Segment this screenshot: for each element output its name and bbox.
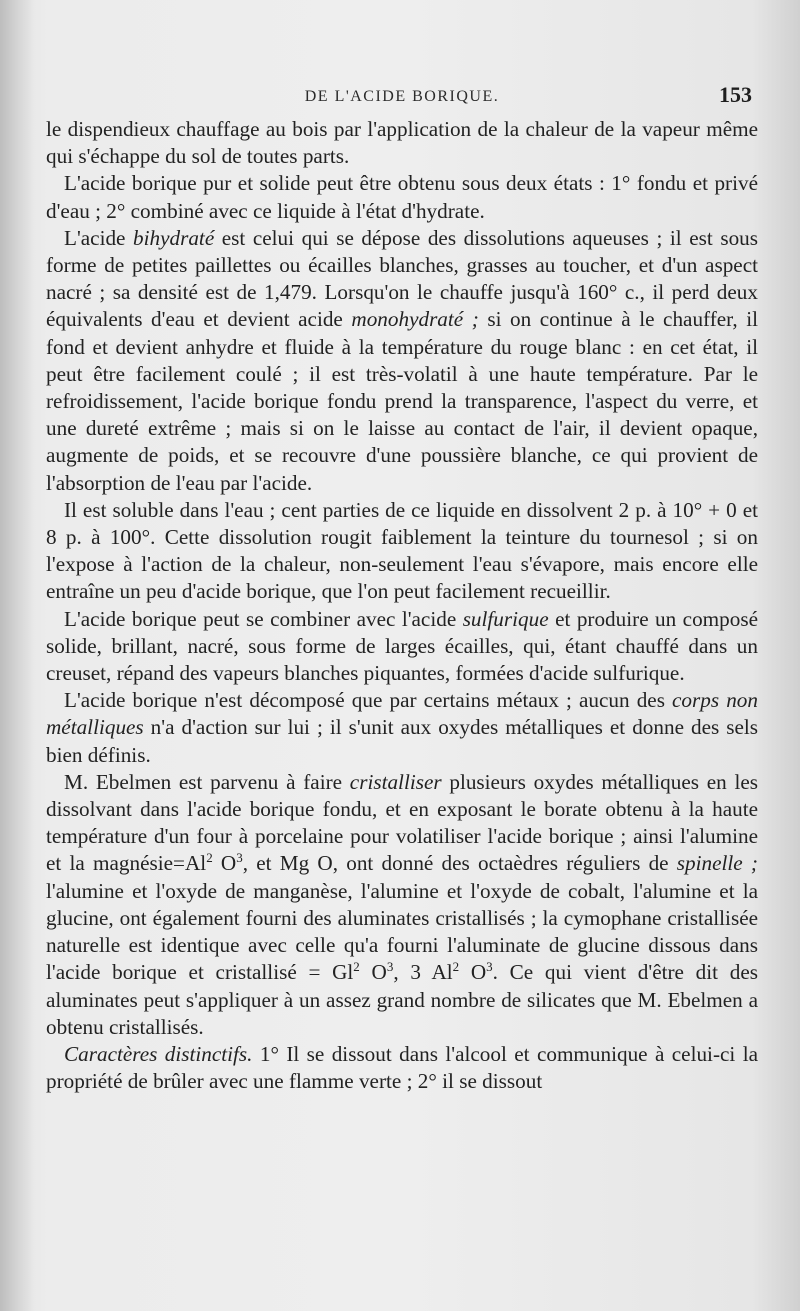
text-segment: plusieurs oxydes métalliques en les dissolvant dans l'acide borique fondu, et en exposant le borate obtenu à la haute température d'un four à porcelaine pour volatiliser l'acide borique ; ainsi l'alumine et la magnésie=Al xyxy=(46,769,758,876)
page-header xyxy=(46,82,758,112)
superscript: 3 xyxy=(386,959,394,975)
superscript: 3 xyxy=(486,959,493,975)
text-segment: L'acide borique n'est décomposé que par certains métaux ; aucun des xyxy=(64,688,673,713)
paragraph xyxy=(46,497,758,606)
text-segment: O xyxy=(459,960,487,985)
italic-text: spinelle ; xyxy=(676,851,758,876)
italic-text: Caractères distinctifs. xyxy=(64,1041,253,1066)
paragraph xyxy=(46,769,758,1041)
text-segment: est celui qui se dépose des dissolutions aqueuses ; il est sous forme de petites paillettes ou écailles blanches, grasses au toucher, et d'un aspect nacré ; sa densité est de 1,479. Lorsqu'on le chauffe jusqu'à 160° c., il perd deux équivalents d'eau et devient acide xyxy=(46,225,759,332)
text-segment: l'alumine et l'oxyde de manganèse, l'alumine et l'oxyde de cobalt, l'alumine et la glucine, ont également fourni des aluminates cristallisés ; la cymophane cristallisée naturelle est identique avec celle qu'a fourni l'aluminate de glucine dissous dans l'acide borique et cristallisé = Gl xyxy=(46,878,758,985)
text-segment: . Ce qui vient d'être dit des aluminates peut s'appliquer à un assez grand nombre de silicates que M. Ebelmen a obtenu cristallisés. xyxy=(46,960,758,1039)
text-segment: et produire un composé solide, brillant, nacré, sous forme de larges écailles, qui, étant chauffé dans un creuset, répand des vapeurs blanches piquantes, formées d'acide sulfurique. xyxy=(46,606,759,686)
text-segment: M. Ebelmen est parvenu à faire xyxy=(64,769,350,794)
text-segment: le dispendieux chauffage au bois par l'application de la chaleur de la vapeur même qui s'échappe du sol de toutes parts. xyxy=(46,117,758,169)
italic-text: sulfurique xyxy=(462,606,549,631)
page-number: 153 xyxy=(719,82,752,107)
paragraph xyxy=(46,1041,758,1095)
italic-text: bihydraté xyxy=(133,225,215,250)
text-segment: O xyxy=(212,851,237,876)
text-segment: 1° Il se dissout dans l'alcool et communique à celui-ci la propriété de brûler avec une flamme verte ; 2° il se dissout xyxy=(46,1041,758,1094)
superscript: 2 xyxy=(353,959,360,975)
paragraph xyxy=(46,606,758,688)
italic-text: cristalliser xyxy=(349,769,442,794)
text-segment: L'acide xyxy=(64,225,134,250)
page-gutter-shadow xyxy=(0,0,34,1311)
paragraph xyxy=(46,170,758,224)
text-segment: Il est soluble dans l'eau ; cent parties de ce liquide en dissolvent 2 p. à 10° + 0 et 8 p. à 100°. Cette dissolution rougit faiblement la teinture du tournesol ; si on l'expose à l'action de la chaleur, non-seulement l'eau s'évapore, mais encore elle entraîne un peu d'acide borique, que l'on peut facilement recueillir. xyxy=(46,497,758,604)
superscript: 2 xyxy=(206,850,213,866)
text-segment: O xyxy=(359,960,387,985)
running-title: DE L'ACIDE BORIQUE. xyxy=(304,88,500,105)
italic-text: corps non métalliques xyxy=(46,688,758,740)
text-segment: L'acide borique peut se combiner avec l'acide xyxy=(64,606,463,631)
text-segment: si on continue à le chauffer, il fond et devient anhydre et fluide à la température du rouge blanc : en cet état, il peut être facilement coulé ; il est très-volatil à une haute température. Par le refroidissement, l'acide borique fondu prend la transparence, l'aspect du verre, et une dureté extrême ; mais si on le laisse au contact de l'air, il devient opaque, augmente de poids, et se recouvre d'une poussière blanche, ce qui provient de l'absorption de l'eau par l'acide. xyxy=(46,307,758,495)
text-segment: n'a d'action sur lui ; il s'unit aux oxydes métalliques et donne des sels bien définis. xyxy=(46,715,758,767)
superscript: 2 xyxy=(452,959,460,975)
body-text xyxy=(46,116,758,1095)
text-segment: , et Mg O, ont donné des octaèdres réguliers de xyxy=(242,851,677,876)
italic-text: monohydraté ; xyxy=(351,307,479,332)
paragraph xyxy=(46,687,758,769)
paragraph xyxy=(46,116,758,170)
paragraph xyxy=(46,225,758,497)
text-segment: , 3 Al xyxy=(393,960,453,985)
text-segment: L'acide borique pur et solide peut être obtenu sous deux états : 1° fondu et privé d'eau ; 2° combiné avec ce liquide à l'état d'hydrate. xyxy=(46,171,758,223)
superscript: 3 xyxy=(236,850,243,866)
